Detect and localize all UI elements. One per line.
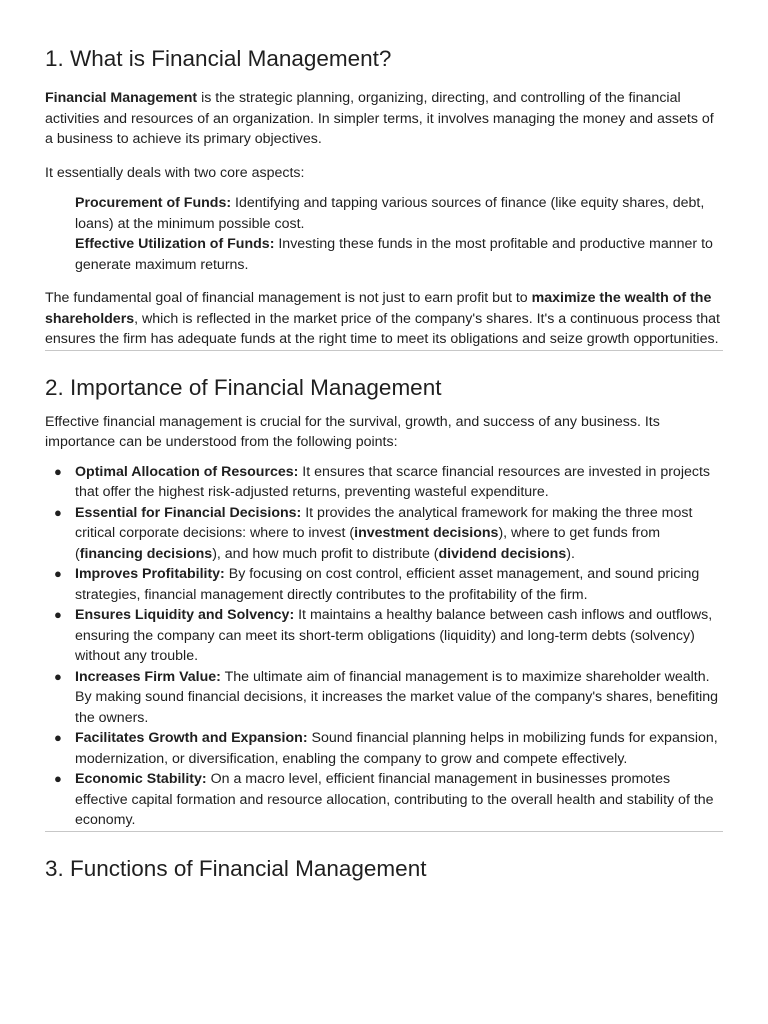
- item-text: ), and how much profit to distribute (: [212, 545, 439, 562]
- bullet-icon: ●: [54, 504, 62, 520]
- item-term: Economic Stability:: [75, 771, 207, 787]
- list-item: [45, 503, 723, 565]
- section-divider: [45, 350, 723, 351]
- item-emphasis: dividend decisions: [438, 545, 567, 562]
- item-text: On a macro level, efficient financial management in businesses promotes effective capital formation and resource allocation, contributing to the overall health and stability of the economy.: [75, 771, 714, 828]
- item-text: ).: [566, 545, 575, 562]
- goal-text-start: The fundamental goal of financial management is not just to earn profit but to: [45, 290, 532, 306]
- aspect-item: [75, 193, 723, 234]
- goal-paragraph: [45, 288, 723, 350]
- aspect-text: Investing these funds in the most profitable and productive manner to generate maximum returns.: [75, 236, 713, 273]
- item-text: By focusing on cost control, efficient asset management, and sound pricing strategies, financial management directly contributes to the profitability of the firm.: [75, 566, 700, 603]
- goal-emphasis: maximize the wealth of the shareholders: [45, 290, 712, 327]
- intro-term: Financial Management: [45, 90, 198, 106]
- aspect-item: [75, 234, 723, 275]
- list-item: [45, 564, 723, 605]
- item-text: It ensures that scarce financial resources are invested in projects that offer the highest risk-adjusted returns, preventing wasteful expenditure.: [75, 463, 710, 500]
- section-3-heading: 3. Functions of Financial Management: [45, 855, 427, 881]
- bullet-icon: ●: [54, 668, 62, 684]
- item-term: Improves Profitability:: [75, 566, 225, 582]
- item-emphasis: financing decisions: [79, 545, 213, 562]
- aspects-list: [75, 193, 723, 275]
- item-term: Ensures Liquidity and Solvency:: [75, 607, 295, 623]
- bullet-icon: ●: [54, 463, 62, 479]
- item-text: It maintains a healthy balance between cash inflows and outflows, ensuring the company can meet its short-term obligations (liquidity) and long-term debts (solvency) without any trouble.: [75, 607, 713, 664]
- bullet-icon: ●: [54, 607, 62, 622]
- list-item: [45, 728, 723, 769]
- item-text: Sound financial planning helps in mobilizing funds for expansion, modernization, or diversification, enabling the company to grow and compete effectively.: [75, 730, 718, 767]
- section-2-intro: Effective financial management is crucial for the survival, growth, and success of any business. Its importance can be understood from the following points:: [45, 413, 660, 450]
- item-term: Optimal Allocation of Resources:: [75, 463, 299, 480]
- item-text: It provides the analytical framework for making the three most critical corporate decisions: where to invest (: [75, 504, 693, 541]
- aspects-lead: It essentially deals with two core aspects:: [45, 164, 305, 181]
- item-emphasis: investment decisions: [354, 525, 499, 541]
- aspect-text: Identifying and tapping various sources of finance (like equity shares, debt, loans) at the minimum possible cost.: [75, 195, 705, 232]
- bullet-icon: ●: [54, 566, 62, 581]
- section-1-heading: 1. What is Financial Management?: [45, 46, 392, 71]
- section-2-heading: 2. Importance of Financial Management: [45, 374, 442, 400]
- item-term: Essential for Financial Decisions:: [75, 504, 302, 521]
- list-item: [45, 769, 723, 831]
- intro-text: is the strategic planning, organizing, directing, and controlling of the financial activities and resources of an organization. In simpler terms, it involves managing the money and assets of a business to achieve its primary objectives.: [45, 90, 714, 147]
- list-item: [45, 462, 723, 503]
- bullet-icon: ●: [54, 771, 62, 786]
- item-text: The ultimate aim of financial management is to maximize shareholder wealth. By making sound financial decisions, it increases the market value of the company's shares, benefiting the owners.: [75, 668, 719, 726]
- item-text: ), where to get funds from (: [75, 525, 661, 562]
- item-term: Increases Firm Value:: [75, 668, 221, 685]
- importance-list: [45, 462, 723, 831]
- list-item: [45, 667, 723, 729]
- bullet-icon: ●: [54, 730, 62, 745]
- section-divider: [45, 831, 723, 832]
- section-1-intro: [45, 88, 723, 150]
- aspect-term: Procurement of Funds:: [75, 195, 232, 211]
- item-term: Facilitates Growth and Expansion:: [75, 730, 308, 746]
- aspect-term: Effective Utilization of Funds:: [75, 236, 275, 252]
- list-item: [45, 605, 723, 667]
- goal-text-end: , which is reflected in the market price of the company's shares. It's a continuous process that ensures the firm has adequate funds at the right time to meet its obligations and seize growth opportunities.: [45, 310, 720, 347]
